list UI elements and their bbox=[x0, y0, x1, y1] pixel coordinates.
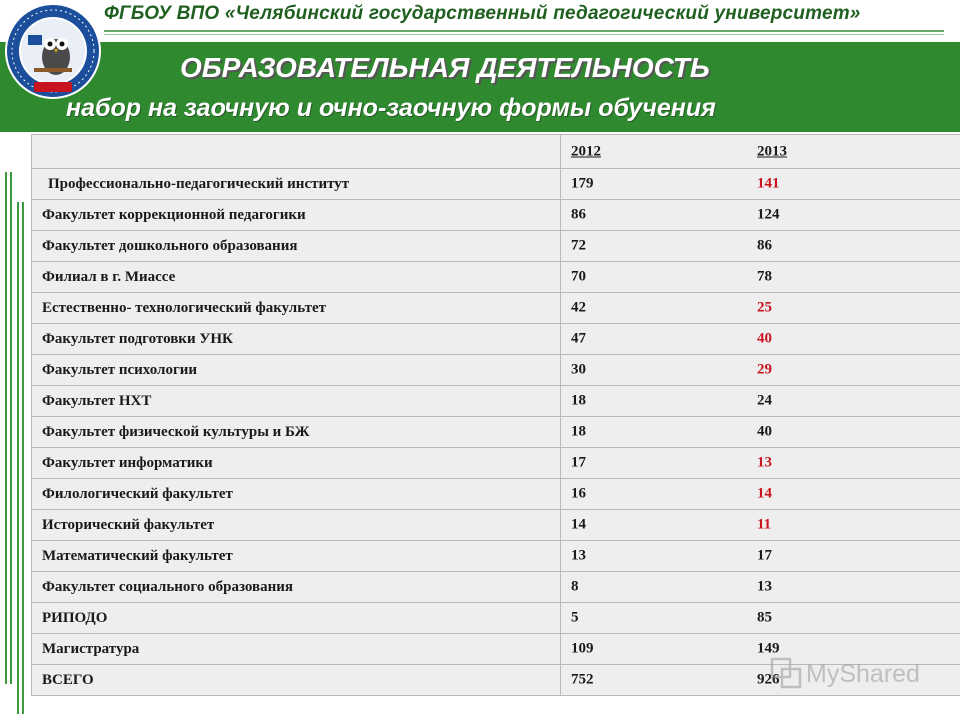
value-2013: 24 bbox=[757, 392, 772, 409]
values-cell bbox=[561, 510, 960, 541]
admissions-table bbox=[31, 134, 960, 696]
table-row bbox=[32, 479, 960, 510]
value-2013: 13 bbox=[757, 454, 772, 471]
faculty-name-cell: Профессионально-педагогический институт bbox=[32, 169, 561, 200]
value-2013: 40 bbox=[757, 423, 772, 440]
faculty-name-cell: Факультет информатики bbox=[32, 448, 561, 479]
value-2013: 25 bbox=[757, 299, 772, 316]
value-2012: 752 bbox=[571, 671, 594, 688]
faculty-name-cell: Магистратура bbox=[32, 634, 561, 665]
value-2013: 124 bbox=[757, 206, 780, 223]
faculty-name-cell: Факультет подготовки УНК bbox=[32, 324, 561, 355]
faculty-name-cell: Факультет социального образования bbox=[32, 572, 561, 603]
value-2012: 18 bbox=[571, 392, 586, 409]
values-cell bbox=[561, 386, 960, 417]
faculty-name-cell: РИПОДО bbox=[32, 603, 561, 634]
values-cell bbox=[561, 262, 960, 293]
value-2012: 16 bbox=[571, 485, 586, 502]
faculty-name-cell: Математический факультет bbox=[32, 541, 561, 572]
value-2013: 141 bbox=[757, 175, 780, 192]
value-2012: 8 bbox=[571, 578, 579, 595]
table-row bbox=[32, 262, 960, 293]
faculty-name-cell: Факультет физической культуры и БЖ bbox=[32, 417, 561, 448]
decor-line bbox=[5, 172, 7, 684]
column-2013-header: 2013 bbox=[757, 143, 787, 159]
value-2012: 14 bbox=[571, 516, 586, 533]
values-cell bbox=[561, 169, 960, 200]
value-2012: 72 bbox=[571, 237, 586, 254]
header-divider bbox=[104, 30, 944, 32]
header-empty-cell bbox=[32, 135, 561, 169]
value-2013: 149 bbox=[757, 640, 780, 657]
faculty-name-cell: ВСЕГО bbox=[32, 665, 561, 696]
value-2012: 30 bbox=[571, 361, 586, 378]
values-cell bbox=[561, 603, 960, 634]
table-row bbox=[32, 324, 960, 355]
university-title: ФГБОУ ВПО «Челябинский государственный педагогический университет» bbox=[104, 3, 861, 24]
values-cell bbox=[561, 448, 960, 479]
value-2013: 40 bbox=[757, 330, 772, 347]
value-2012: 70 bbox=[571, 268, 586, 285]
decor-line bbox=[22, 202, 24, 714]
faculty-name-cell: Филиал в г. Миассе bbox=[32, 262, 561, 293]
values-cell bbox=[561, 479, 960, 510]
watermark-icon bbox=[770, 657, 804, 691]
values-cell bbox=[561, 293, 960, 324]
university-logo bbox=[4, 2, 102, 100]
value-2012: 5 bbox=[571, 609, 579, 626]
faculty-name-cell: Факультет НХТ bbox=[32, 386, 561, 417]
value-2013: 17 bbox=[757, 547, 772, 564]
value-2012: 42 bbox=[571, 299, 586, 316]
header-years-cell bbox=[561, 135, 960, 169]
value-2013: 14 bbox=[757, 485, 772, 502]
faculty-name-cell: Факультет коррекционной педагогики bbox=[32, 200, 561, 231]
table-row bbox=[32, 293, 960, 324]
table-header-row bbox=[32, 135, 960, 169]
values-cell bbox=[561, 324, 960, 355]
values-cell bbox=[561, 417, 960, 448]
faculty-name-cell: Исторический факультет bbox=[32, 510, 561, 541]
value-2013: 86 bbox=[757, 237, 772, 254]
faculty-name-cell: Естественно- технологический факультет bbox=[32, 293, 561, 324]
watermark-text: MyShared bbox=[806, 660, 920, 688]
table-row bbox=[32, 510, 960, 541]
values-cell bbox=[561, 231, 960, 262]
table-row bbox=[32, 169, 960, 200]
table-row bbox=[32, 231, 960, 262]
table-row bbox=[32, 386, 960, 417]
decor-line bbox=[17, 202, 19, 714]
value-2012: 86 bbox=[571, 206, 586, 223]
values-cell bbox=[561, 355, 960, 386]
values-cell bbox=[561, 572, 960, 603]
values-cell bbox=[561, 200, 960, 231]
values-cell bbox=[561, 541, 960, 572]
value-2013: 78 bbox=[757, 268, 772, 285]
value-2012: 13 bbox=[571, 547, 586, 564]
value-2012: 17 bbox=[571, 454, 586, 471]
watermark bbox=[770, 657, 940, 695]
value-2012: 179 bbox=[571, 175, 594, 192]
table-row bbox=[32, 417, 960, 448]
value-2012: 18 bbox=[571, 423, 586, 440]
value-2013: 13 bbox=[757, 578, 772, 595]
table-row bbox=[32, 541, 960, 572]
value-2012: 109 bbox=[571, 640, 594, 657]
value-2013: 85 bbox=[757, 609, 772, 626]
value-2013: 29 bbox=[757, 361, 772, 378]
page-title: ОБРАЗОВАТЕЛЬНАЯ ДЕЯТЕЛЬНОСТЬ bbox=[180, 52, 710, 83]
faculty-name-cell: Факультет дошкольного образования bbox=[32, 231, 561, 262]
header-divider-thin bbox=[104, 34, 944, 35]
faculty-name-cell: Филологический факультет bbox=[32, 479, 561, 510]
table-row bbox=[32, 448, 960, 479]
page-subtitle: набор на заочную и очно-заочную формы обучения bbox=[66, 94, 716, 122]
decor-line bbox=[10, 172, 12, 684]
value-2013: 11 bbox=[757, 516, 772, 533]
table-row bbox=[32, 355, 960, 386]
table-row bbox=[32, 603, 960, 634]
table-row bbox=[32, 200, 960, 231]
table-row bbox=[32, 572, 960, 603]
value-2013: 926 bbox=[757, 671, 780, 688]
value-2012: 47 bbox=[571, 330, 586, 347]
faculty-name-cell: Факультет психологии bbox=[32, 355, 561, 386]
column-2012-header: 2012 bbox=[571, 143, 601, 159]
